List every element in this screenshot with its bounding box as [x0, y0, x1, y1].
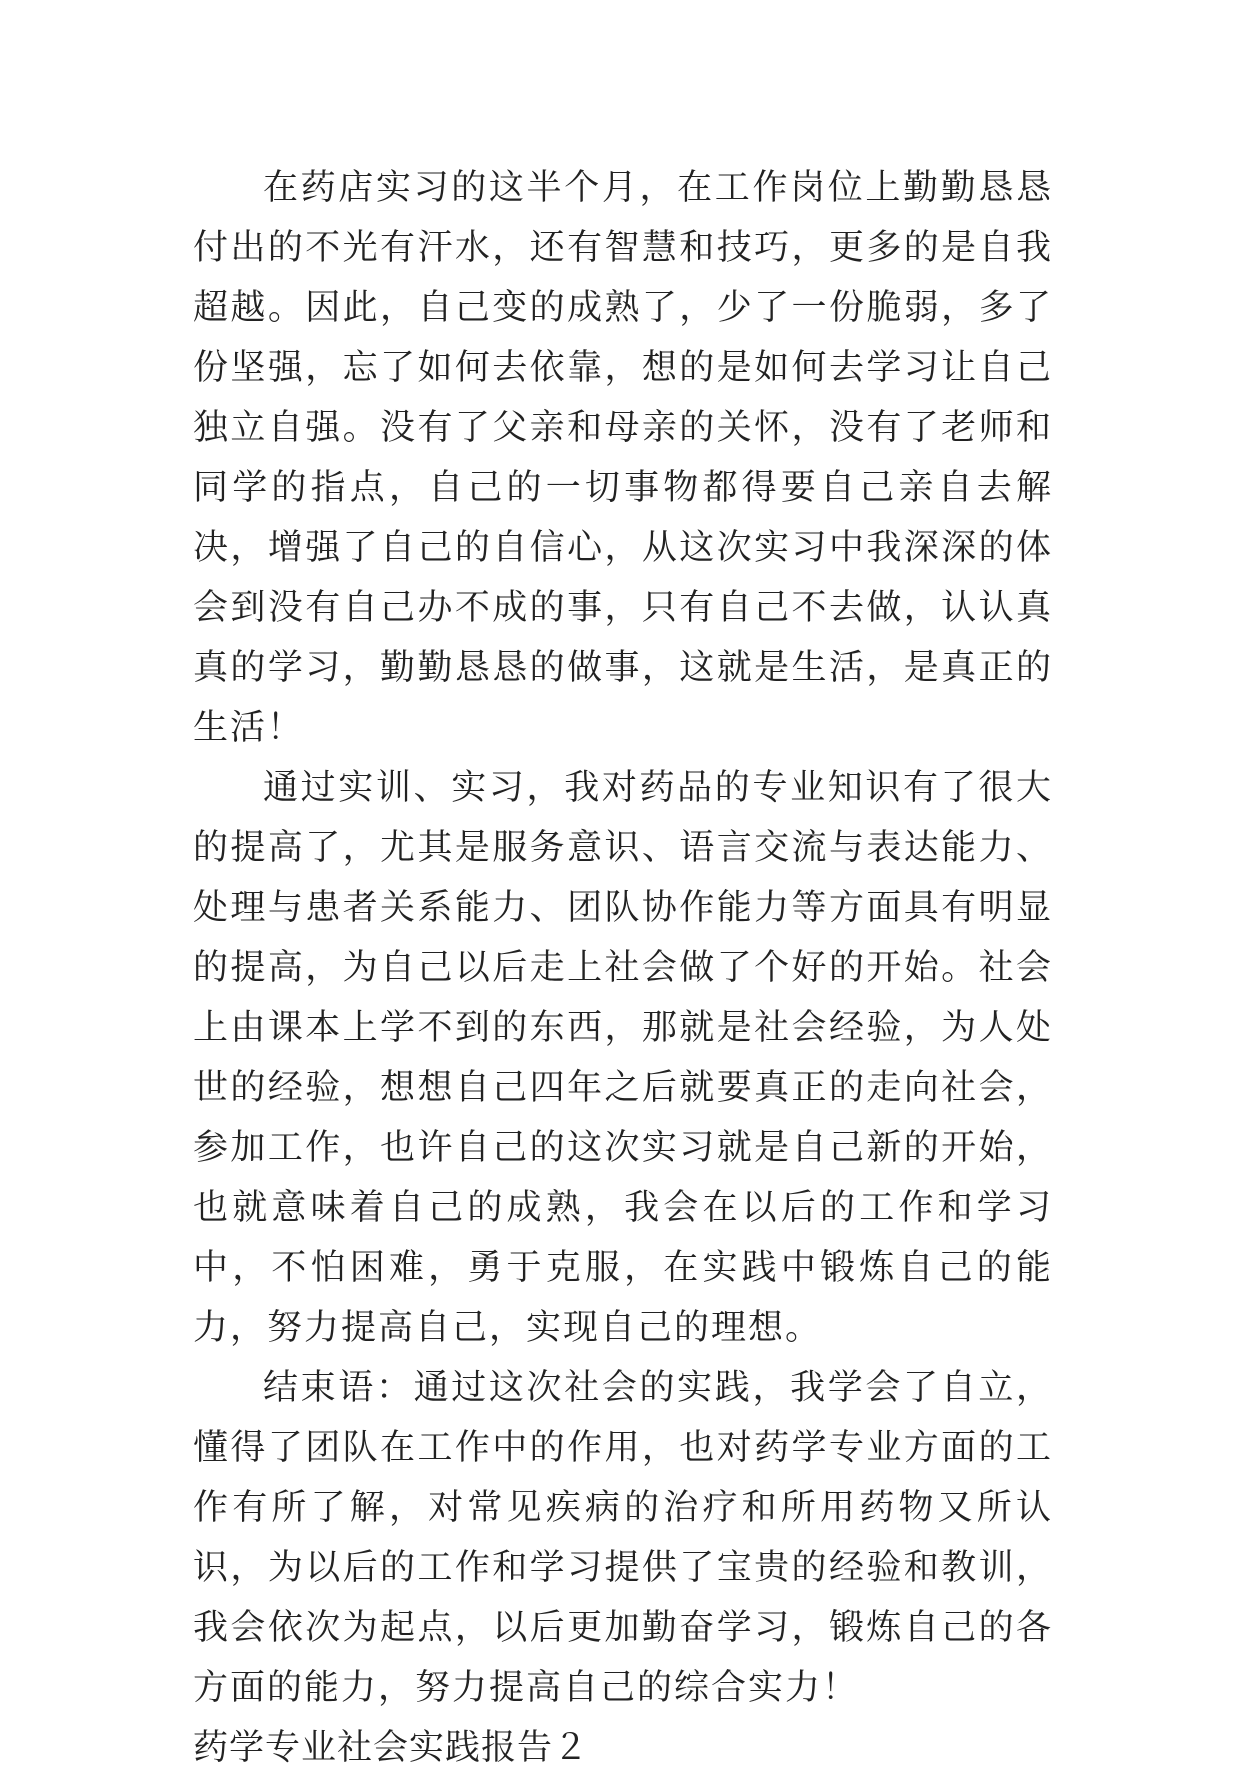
paragraph-internship-reflection: 在药店实习的这半个月，在工作岗位上勤勤恳恳付出的不光有汗水，还有智慧和技巧，更多的是自我超越。因此，自己变的成熟了，少了一份脆弱，多了份坚强，忘了如何去依靠，想的是如何去学习让自己独立自强。没有了父亲和母亲的关怀，没有了老师和同学的指点，自己的一切事物都得要自己亲自去解决，增强了自己的自信心，从这次实习中我深深的体会到没有自己办不成的事，只有自己不去做，认认真真的学习，勤勤恳恳的做事，这就是生活，是真正的生活！ — [193, 168, 1053, 748]
next-report-heading: 药学专业社会实践报告２ — [193, 1728, 590, 1768]
paragraph-training-gains: 通过实训、实习，我对药品的专业知识有了很大的提高了，尤其是服务意识、语言交流与表达能力、处理与患者关系能力、团队协作能力等方面具有明显的提高，为自己以后走上社会做了个好的开始。社会上由课本上学不到的东西，那就是社会经验，为人处世的经验，想想自己四年之后就要真正的走向社会，参加工作，也许自己的这次实习就是自己新的开始，也就意味着自己的成熟，我会在以后的工作和学习中，不怕困难，勇于克服，在实践中锻炼自己的能力，努力提高自己，实现自己的理想。 — [193, 768, 1053, 1348]
document-body — [193, 158, 1053, 1778]
paragraph-conclusion: 结束语：通过这次社会的实践，我学会了自立，懂得了团队在工作中的作用，也对药学专业方面的工作有所了解，对常见疾病的治疗和所用药物又所认识，为以后的工作和学习提供了宝贵的经验和教训，我会依次为起点，以后更加勤奋学习，锻炼自己的各方面的能力，努力提高自己的综合实力！ — [193, 1368, 1053, 1708]
